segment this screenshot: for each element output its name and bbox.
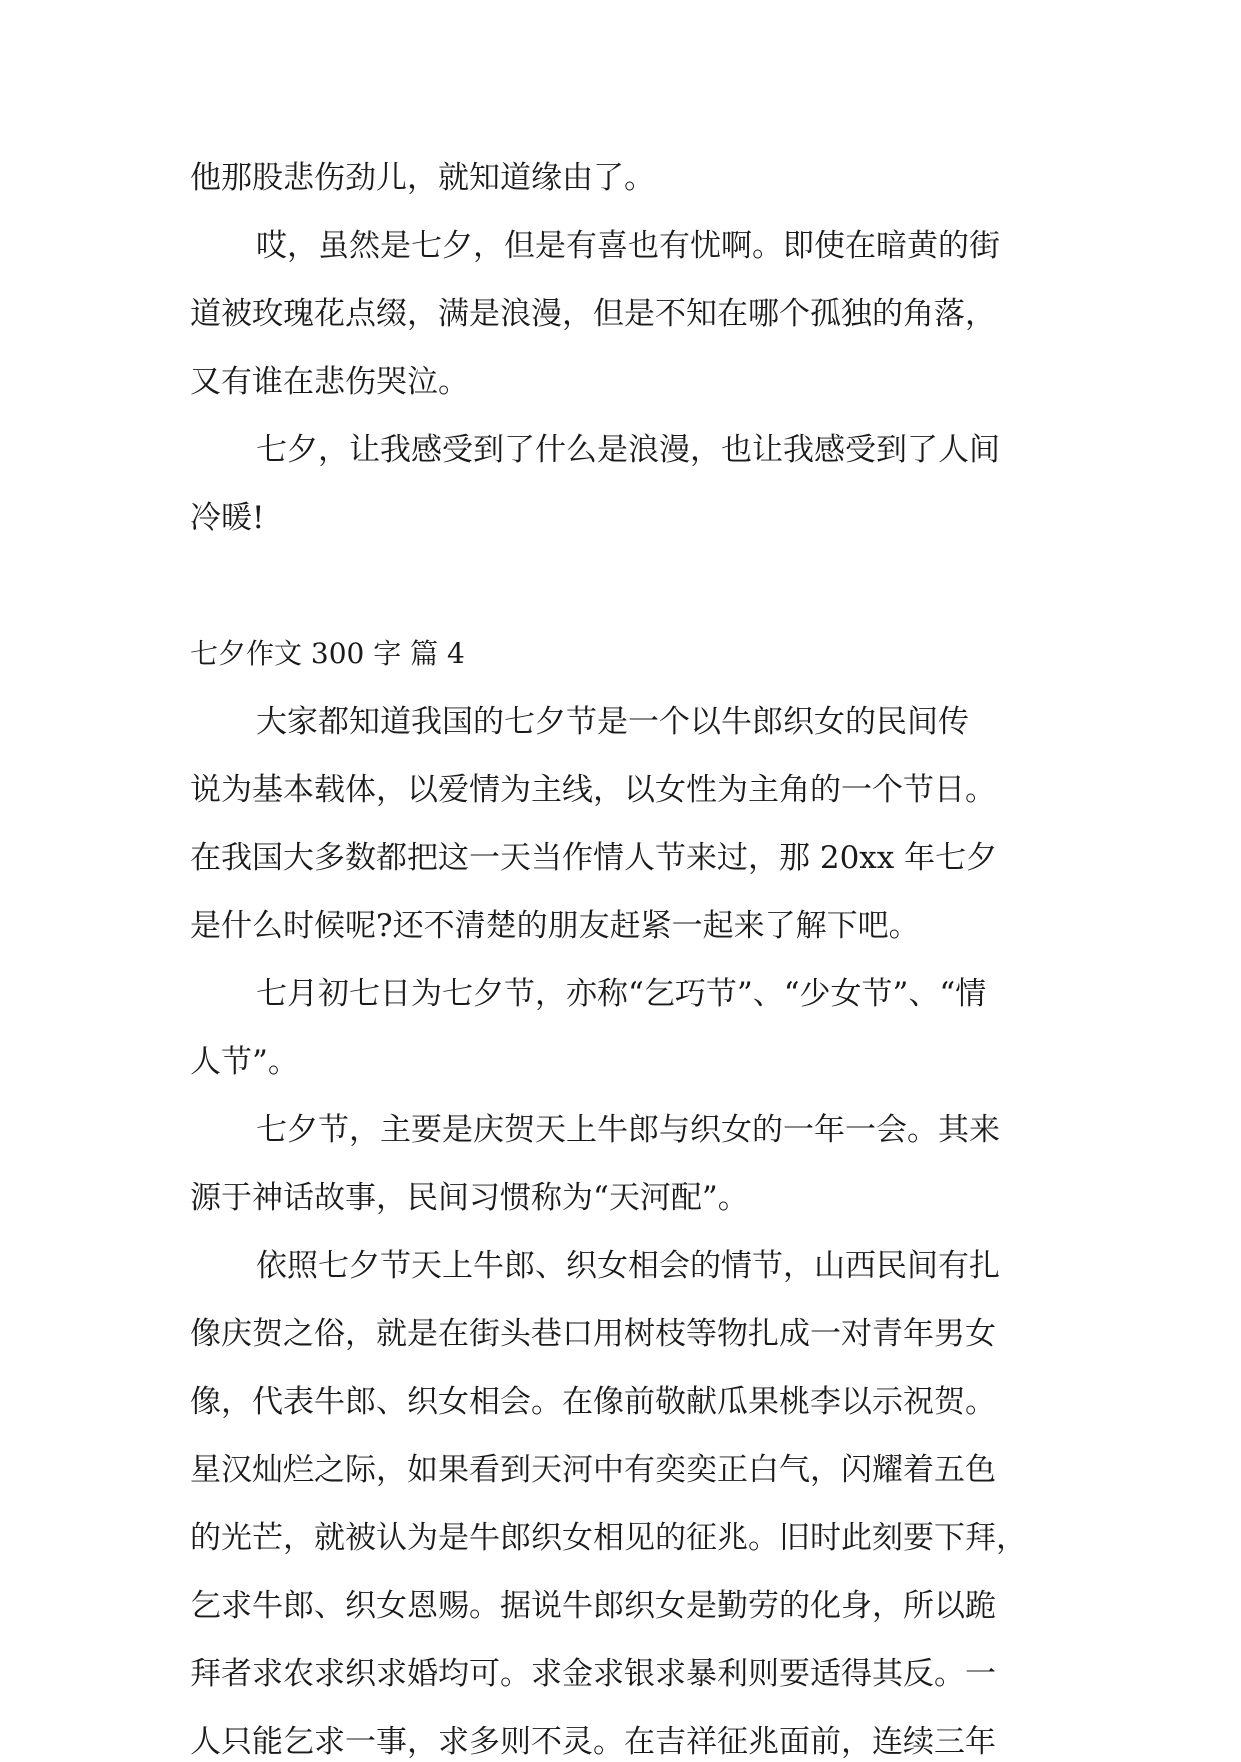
text-line: 又有谁在悲伤哭泣。 (190, 364, 469, 400)
paragraph (190, 1110, 1058, 1218)
text-line: 哎，虽然是七夕，但是有喜也有忧啊。即使在暗黄的街 (256, 228, 1000, 264)
text-line: 在我国大多数都把这一天当作情人节来过，那 20xx 年七夕 (190, 840, 998, 876)
text-line: 道被玫瑰花点缀，满是浪漫，但是不知在哪个孤独的角落， (190, 296, 996, 332)
text-line: 是什么时候呢?还不清楚的朋友赶紧一起来了解下吧。 (190, 908, 920, 944)
paragraph (190, 430, 1058, 538)
text-line: 人节”。 (190, 1044, 299, 1080)
text-line: 像庆贺之俗，就是在街头巷口用树枝等物扎成一对青年男女 (190, 1316, 996, 1352)
text-line: 七夕，让我感受到了什么是浪漫，也让我感受到了人间 (256, 432, 1000, 468)
text-line: 拜者求农求织求婚均可。求金求银求暴利则要适得其反。一 (190, 1656, 996, 1692)
text-line: 七夕节，主要是庆贺天上牛郎与织女的一年一会。其来 (256, 1112, 1000, 1148)
text-line: 乞求牛郎、织女恩赐。据说牛郎织女是勤劳的化身，所以跪 (190, 1588, 996, 1624)
section-title: 七夕作文 300 字 篇 4 (190, 637, 465, 670)
paragraph (190, 226, 1058, 402)
document-page (190, 158, 1058, 1762)
text-line: 星汉灿烂之际，如果看到天河中有奕奕正白气，闪耀着五色 (190, 1452, 996, 1488)
text-line: 大家都知道我国的七夕节是一个以牛郎织女的民间传 (256, 704, 969, 740)
text-line: 七月初七日为七夕节，亦称“乞巧节”、“少女节”、“情 (256, 976, 987, 1012)
text-line: 人只能乞求一事，求多则不灵。在吉祥征兆面前，连续三年 (190, 1724, 996, 1760)
paragraph (190, 1246, 1058, 1762)
paragraph (190, 702, 1058, 946)
text-line: 依照七夕节天上牛郎、织女相会的情节，山西民间有扎 (256, 1248, 1000, 1284)
text-line: 说为基本载体，以爱情为主线，以女性为主角的一个节日。 (190, 772, 996, 808)
text-line: 冷暖! (190, 500, 265, 536)
text-line: 他那股悲伤劲儿，就知道缘由了。 (190, 160, 655, 196)
text-line: 源于神话故事，民间习惯称为“天河配”。 (190, 1180, 749, 1216)
text-line: 像，代表牛郎、织女相会。在像前敬献瓜果桃李以示祝贺。 (190, 1384, 996, 1420)
paragraph (190, 974, 1058, 1082)
continued-paragraph (190, 158, 1058, 198)
text-line: 的光芒，就被认为是牛郎织女相见的征兆。旧时此刻要下拜， (190, 1520, 1027, 1556)
